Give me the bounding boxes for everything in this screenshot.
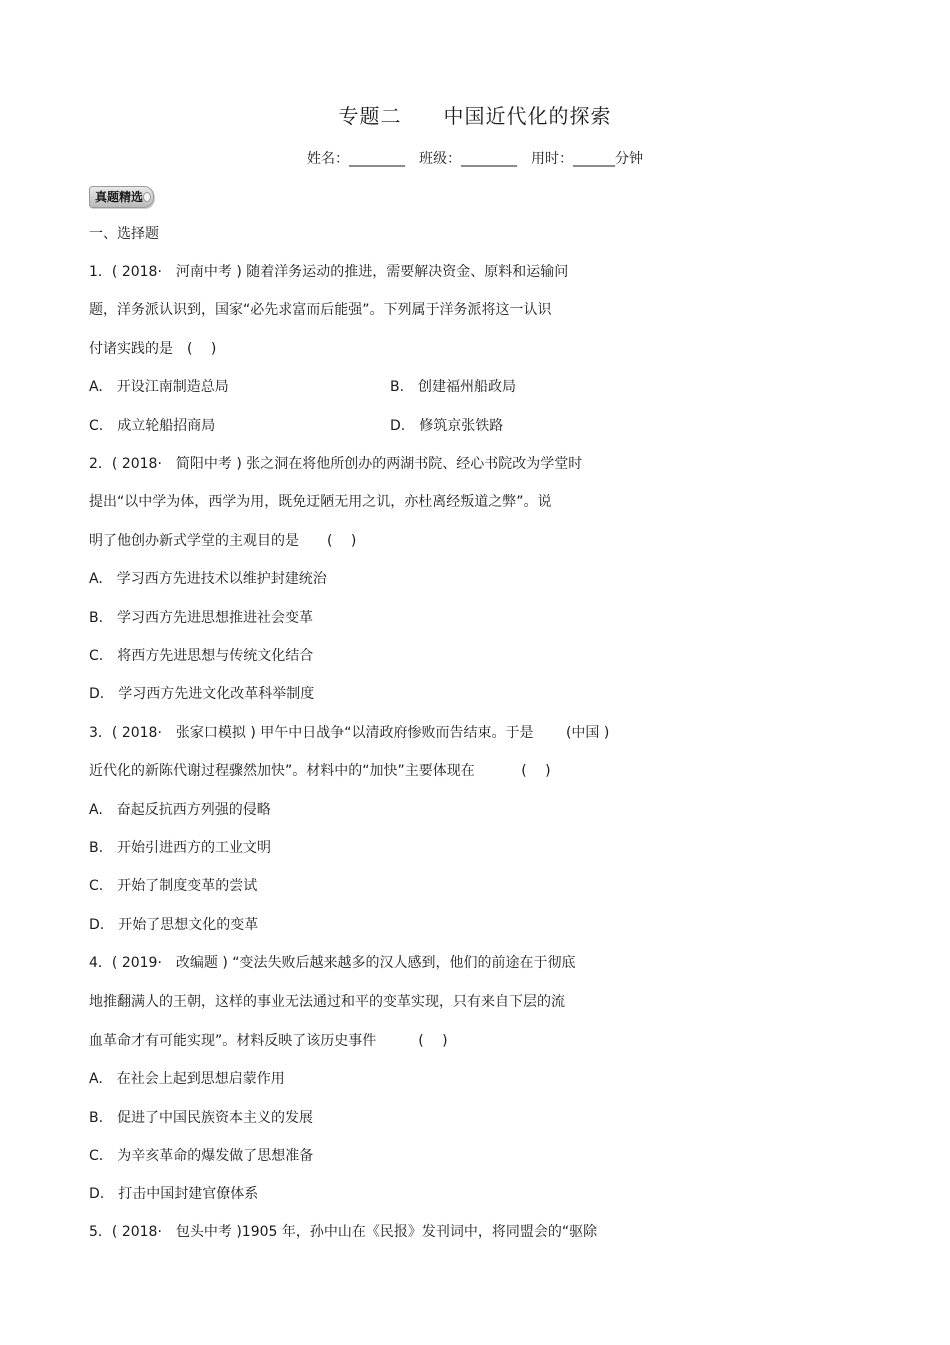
badge-dot-icon [143, 192, 151, 202]
question-3-option-d: D. 开始了思想文化的变革 [89, 917, 259, 933]
question-2-option-d: D. 学习西方先进文化改革科举制度 [89, 686, 315, 702]
question-1-option-c: C. 成立轮船招商局 [89, 418, 216, 434]
section-badge [89, 186, 154, 208]
question-2-option-c: C. 将西方先进思想与传统文化结合 [89, 648, 314, 664]
question-4-option-c: C. 为辛亥革命的爆发做了思想准备 [89, 1148, 314, 1164]
question-4-line-2: 地推翻满人的王朝，这样的事业无法通过和平的变革实现，只有来自下层的流 [89, 994, 565, 1010]
question-4-line-3: 血革命才有可能实现”。材料反映了该历史事件 ( ) [89, 1033, 448, 1049]
question-3-line-1: 3．( 2018· 张家口模拟 ) 甲午中日战争“以清政府惨败而告结束。于是 (中国 ) [89, 725, 610, 741]
question-2-line-2: 提出“以中学为体，西学为用，既免迂陋无用之讥，亦杜离经叛道之弊”。说 [89, 494, 552, 510]
question-1-option-b: B. 创建福州船政局 [390, 379, 517, 395]
question-1-line-2: 题，洋务派认识到，国家“必先求富而后能强”。下列属于洋务派将这一认识 [89, 302, 552, 318]
question-3-line-2: 近代化的新陈代谢过程骤然加快”。材料中的“加快”主要体现在 ( ) [89, 763, 551, 779]
badge-label: 真题精选 [95, 190, 144, 204]
question-2-line-3: 明了他创办新式学堂的主观目的是 ( ) [89, 533, 357, 549]
question-2-option-b: B. 学习西方先进思想推进社会变革 [89, 610, 314, 626]
question-2-line-1: 2．( 2018· 简阳中考 ) 张之洞在将他所创办的两湖书院、经心书院改为学堂时 [89, 456, 583, 472]
question-1-line-3: 付诸实践的是 ( ) [89, 341, 217, 357]
question-4-option-d: D. 打击中国封建官僚体系 [89, 1186, 259, 1202]
question-4-line-1: 4．( 2019· 改编题 ) “变法失败后越来越多的汉人感到，他们的前途在于彻底 [89, 955, 576, 971]
page-title: 专题二 中国近代化的探索 [338, 104, 612, 128]
question-4-option-a: A. 在社会上起到思想启蒙作用 [89, 1071, 285, 1087]
question-3-option-b: B. 开始引进西方的工业文明 [89, 840, 272, 856]
question-1-line-1: 1．( 2018· 河南中考 ) 随着洋务运动的推进，需要解决资金、原料和运输问 [89, 264, 569, 280]
question-1-option-d: D. 修筑京张铁路 [390, 418, 504, 434]
question-1-option-a: A. 开设江南制造总局 [89, 379, 229, 395]
question-2-option-a: A. 学习西方先进技术以维护封建统治 [89, 571, 327, 587]
student-info-line: 姓名：________ 班级：________ 用时：______分钟 [307, 151, 643, 167]
question-3-option-a: A. 奋起反抗西方列强的侵略 [89, 802, 271, 818]
section-heading: 一、选择题 [89, 226, 159, 242]
question-4-option-b: B. 促进了中国民族资本主义的发展 [89, 1110, 314, 1126]
question-3-option-c: C. 开始了制度变革的尝试 [89, 878, 258, 894]
question-5-line-1: 5．( 2018· 包头中考 )1905 年，孙中山在《民报》发刊词中，将同盟会的“驱除 [89, 1224, 598, 1240]
